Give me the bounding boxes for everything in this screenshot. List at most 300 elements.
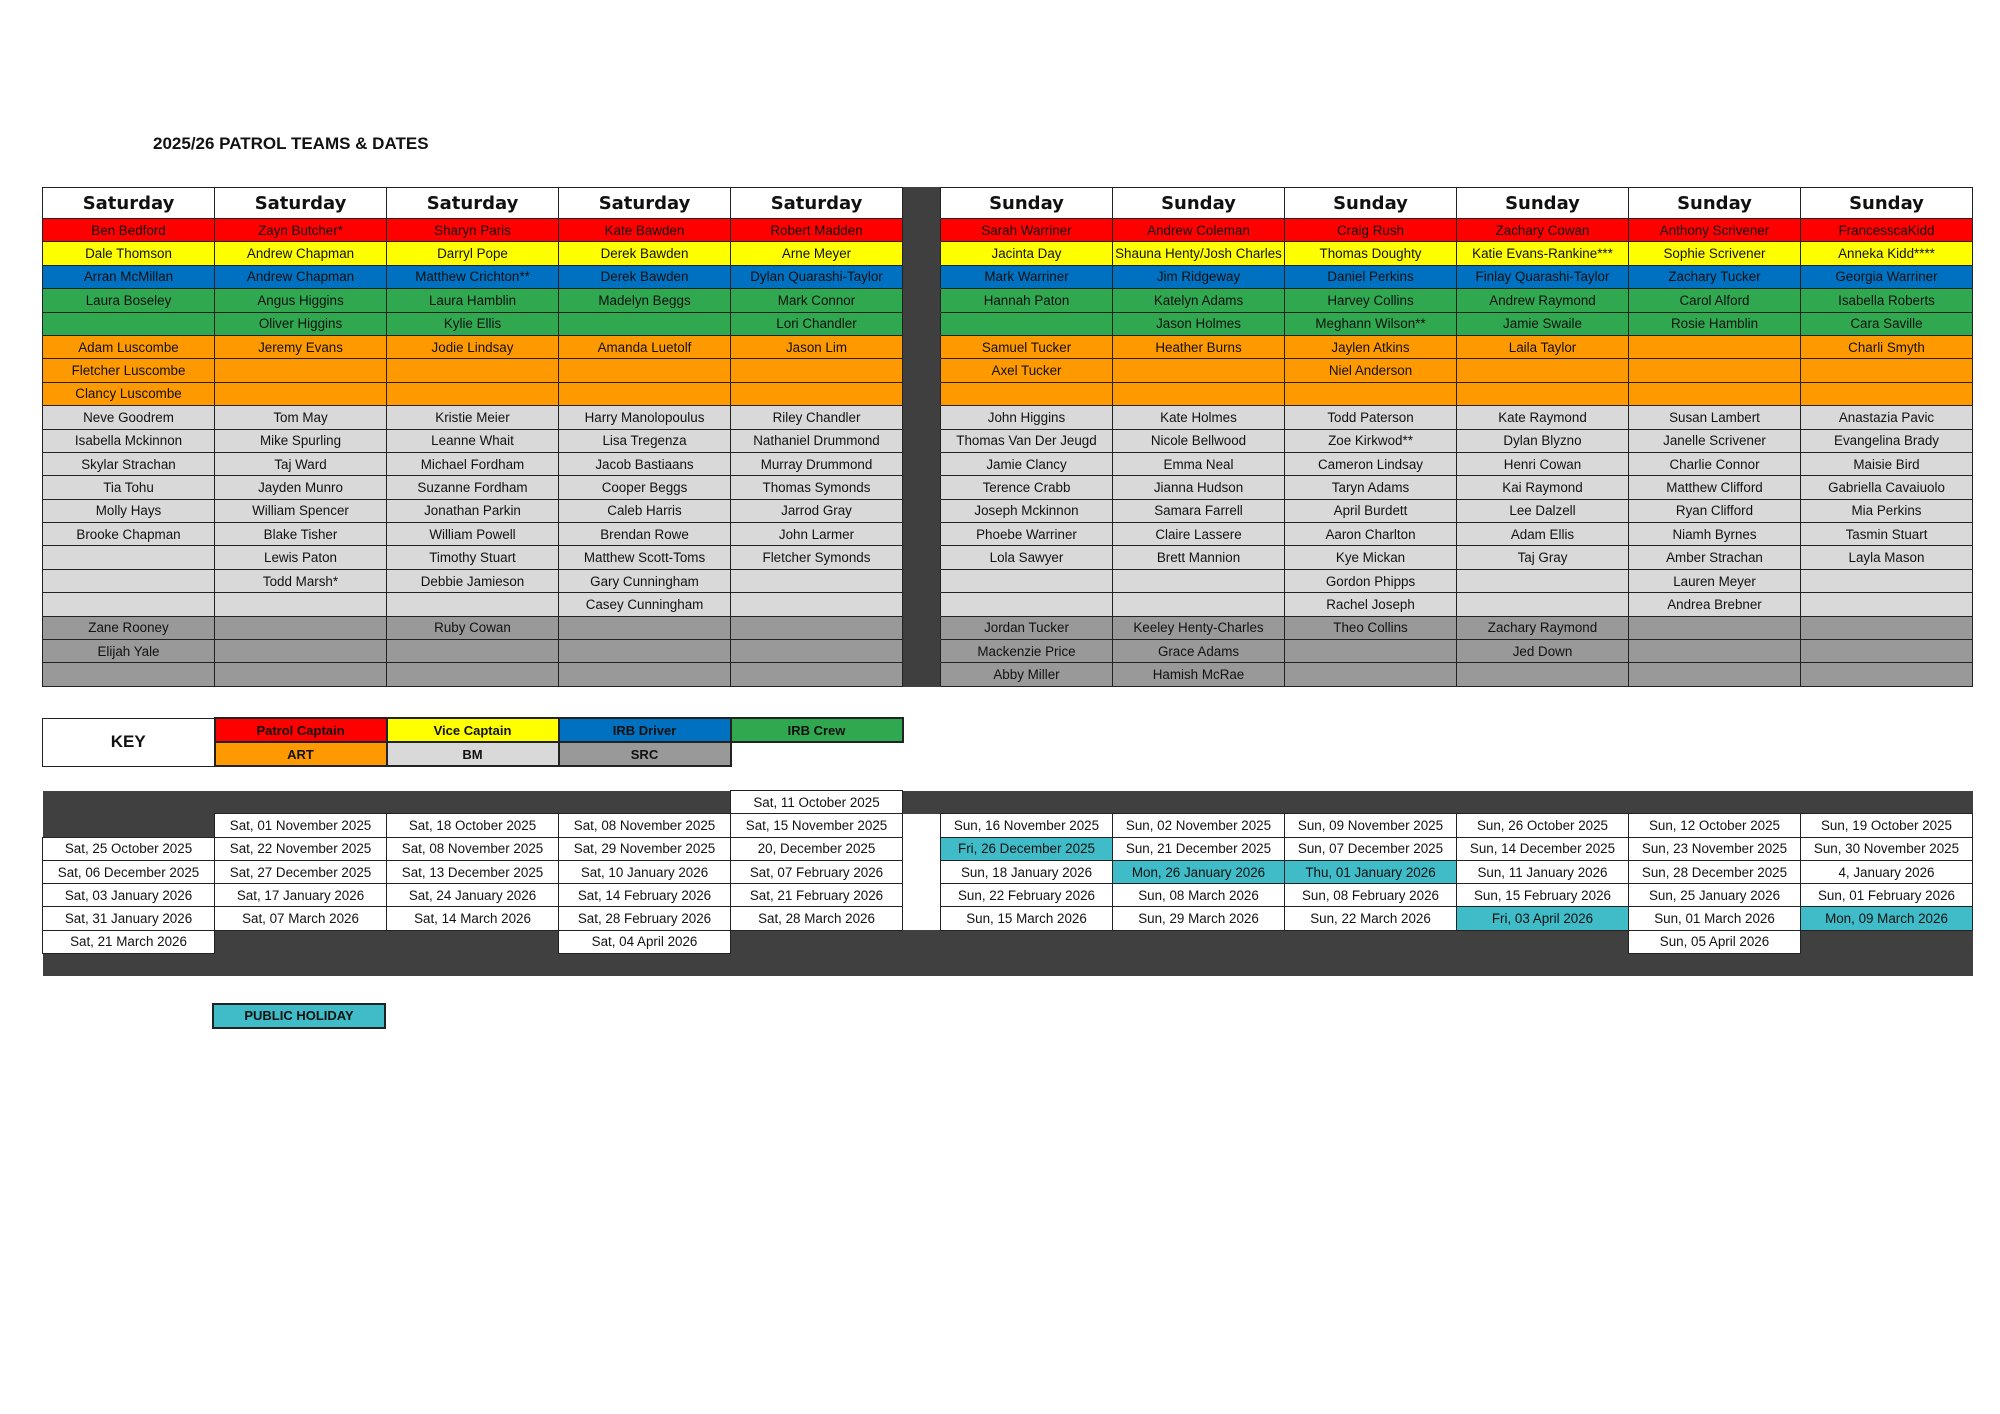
member-cell: Andrew Coleman [1113,219,1285,242]
roster-row-bm [43,523,1973,546]
patrol-date: Sun, 11 January 2026 [1457,860,1629,883]
patrol-date: Sat, 14 March 2026 [387,907,559,930]
patrol-date: Sat, 17 January 2026 [215,884,387,907]
key-src: SRC [559,742,731,766]
empty-cell [215,930,387,953]
empty-cell [43,791,215,814]
patrol-date: Sat, 25 October 2025 [43,837,215,860]
member-cell: Oliver Higgins [215,312,387,335]
member-cell: Anthony Scrivener [1629,219,1801,242]
member-cell: Maisie Bird [1801,452,1973,475]
patrol-date: Sun, 15 March 2026 [941,907,1113,930]
column-gap [903,335,941,358]
member-cell: Nathaniel Drummond [731,429,903,452]
patrol-date: Sun, 16 November 2025 [941,814,1113,837]
member-cell: Rachel Joseph [1285,593,1457,616]
patrol-date: Sun, 09 November 2025 [1285,814,1457,837]
member-cell: Harry Manolopoulus [559,406,731,429]
member-cell: Sarah Warriner [941,219,1113,242]
member-cell: Fletcher Symonds [731,546,903,569]
column-gap [903,499,941,522]
patrol-date: Sat, 07 February 2026 [731,860,903,883]
patrol-date: Sat, 24 January 2026 [387,884,559,907]
dates-row [43,860,1973,883]
key-table [42,717,904,767]
member-cell: Amber Strachan [1629,546,1801,569]
member-cell: Brett Mannion [1113,546,1285,569]
member-cell: Kai Raymond [1457,476,1629,499]
member-cell [43,546,215,569]
dates-row [43,907,1973,930]
patrol-date: 4, January 2026 [1801,860,1973,883]
member-cell [387,663,559,686]
member-cell: Molly Hays [43,499,215,522]
empty-cell [559,791,731,814]
member-cell: Axel Tucker [941,359,1113,382]
day-header: Sunday [1801,188,1973,219]
member-cell [731,359,903,382]
member-cell [941,382,1113,405]
empty-cell [1801,791,1973,814]
dates-row [43,791,1973,814]
member-cell: Gabriella Cavaiuolo [1801,476,1973,499]
member-cell: Skylar Strachan [43,452,215,475]
member-cell: Adam Luscombe [43,335,215,358]
member-cell [1629,335,1801,358]
roster-row-bm [43,452,1973,475]
roster-row-art [43,335,1973,358]
member-cell: Dale Thomson [43,242,215,265]
member-cell [43,312,215,335]
member-cell: Jacinta Day [941,242,1113,265]
member-cell [1801,616,1973,639]
patrol-date-public-holiday: Thu, 01 January 2026 [1285,860,1457,883]
roster-table [42,187,1973,687]
member-cell [215,640,387,663]
patrol-date: Sat, 03 January 2026 [43,884,215,907]
member-cell: Jed Down [1457,640,1629,663]
member-cell: Carol Alford [1629,289,1801,312]
patrol-date: Sat, 22 November 2025 [215,837,387,860]
member-cell: Timothy Stuart [387,546,559,569]
member-cell: Katelyn Adams [1113,289,1285,312]
member-cell [559,616,731,639]
member-cell: Charli Smyth [1801,335,1973,358]
column-gap [903,884,941,907]
member-cell: Derek Bawden [559,265,731,288]
member-cell: Brooke Chapman [43,523,215,546]
member-cell: Michael Fordham [387,452,559,475]
key-patrol-captain: Patrol Captain [215,718,387,742]
member-cell: Thomas Van Der Jeugd [941,429,1113,452]
empty-cell [1629,954,1801,977]
member-cell: Tasmin Stuart [1801,523,1973,546]
member-cell: Derek Bawden [559,242,731,265]
member-cell [731,663,903,686]
column-gap [903,523,941,546]
column-gap [903,406,941,429]
member-cell: Layla Mason [1801,546,1973,569]
day-header: Saturday [387,188,559,219]
member-cell: Lee Dalzell [1457,499,1629,522]
member-cell [731,382,903,405]
member-cell: Shauna Henty/Josh Charles [1113,242,1285,265]
member-cell: Arne Meyer [731,242,903,265]
member-cell [1285,663,1457,686]
column-gap [903,359,941,382]
column-gap [903,837,941,860]
patrol-date: Sun, 22 March 2026 [1285,907,1457,930]
empty-cell [1113,791,1285,814]
member-cell: Abby Miller [941,663,1113,686]
empty-cell [1113,954,1285,977]
member-cell: Sharyn Paris [387,219,559,242]
dates-row [43,837,1973,860]
column-gap [903,814,941,837]
member-cell [1457,382,1629,405]
column-gap [903,791,941,814]
member-cell [43,569,215,592]
empty-cell [1285,791,1457,814]
key-irb-driver: IRB Driver [559,718,731,742]
member-cell: Ben Bedford [43,219,215,242]
empty-cell [1113,930,1285,953]
roster-row-bm [43,406,1973,429]
member-cell: Nicole Bellwood [1113,429,1285,452]
patrol-date: Sat, 14 February 2026 [559,884,731,907]
patrol-date: Sat, 13 December 2025 [387,860,559,883]
patrol-date: Sun, 01 February 2026 [1801,884,1973,907]
patrol-date: Sun, 29 March 2026 [1113,907,1285,930]
member-cell: Taj Ward [215,452,387,475]
member-cell: Kristie Meier [387,406,559,429]
column-gap [903,312,941,335]
member-cell: Kate Bawden [559,219,731,242]
member-cell [1113,569,1285,592]
member-cell: Angus Higgins [215,289,387,312]
patrol-date: Sat, 21 March 2026 [43,930,215,953]
public-holiday-legend: PUBLIC HOLIDAY [212,1003,386,1029]
empty-cell [941,791,1113,814]
member-cell [941,593,1113,616]
column-gap [903,954,941,977]
member-cell: Laura Hamblin [387,289,559,312]
dates-row [43,954,1973,977]
member-cell [559,359,731,382]
member-cell: Meghann Wilson** [1285,312,1457,335]
member-cell [1457,569,1629,592]
member-cell: Debbie Jamieson [387,569,559,592]
member-cell: Kye Mickan [1285,546,1457,569]
column-gap [903,907,941,930]
member-cell: Lewis Paton [215,546,387,569]
column-gap [903,860,941,883]
roster-row-patrol-captain [43,219,1973,242]
member-cell [559,640,731,663]
member-cell: Isabella Mckinnon [43,429,215,452]
member-cell: Heather Burns [1113,335,1285,358]
column-gap [903,242,941,265]
member-cell [1457,359,1629,382]
member-cell: Mackenzie Price [941,640,1113,663]
member-cell: Elijah Yale [43,640,215,663]
patrol-date: Sat, 28 March 2026 [731,907,903,930]
member-cell: Jianna Hudson [1113,476,1285,499]
member-cell: Lola Sawyer [941,546,1113,569]
roster-row-bm [43,476,1973,499]
patrol-date: Sun, 28 December 2025 [1629,860,1801,883]
member-cell [1113,359,1285,382]
member-cell [387,382,559,405]
member-cell [1801,640,1973,663]
patrol-date: Sat, 10 January 2026 [559,860,731,883]
member-cell: Suzanne Fordham [387,476,559,499]
roster-row-art [43,382,1973,405]
member-cell: Clancy Luscombe [43,382,215,405]
member-cell: Dylan Quarashi-Taylor [731,265,903,288]
member-cell: Brendan Rowe [559,523,731,546]
member-cell [387,640,559,663]
member-cell [43,663,215,686]
empty-cell [731,930,903,953]
member-cell: Terence Crabb [941,476,1113,499]
member-cell [1285,382,1457,405]
empty-cell [387,954,559,977]
roster-row-irb-crew [43,312,1973,335]
patrol-date: Sun, 30 November 2025 [1801,837,1973,860]
member-cell: John Higgins [941,406,1113,429]
day-header: Saturday [215,188,387,219]
member-cell: Jordan Tucker [941,616,1113,639]
member-cell: Arran McMillan [43,265,215,288]
member-cell [215,382,387,405]
member-cell: Evangelina Brady [1801,429,1973,452]
roster-row-art [43,359,1973,382]
member-cell: Zachary Raymond [1457,616,1629,639]
member-cell: Mark Warriner [941,265,1113,288]
patrol-date: Sat, 06 December 2025 [43,860,215,883]
member-cell: Neve Goodrem [43,406,215,429]
member-cell: Gordon Phipps [1285,569,1457,592]
member-cell: Craig Rush [1285,219,1457,242]
member-cell [1113,593,1285,616]
member-cell [1457,663,1629,686]
roster-row-src [43,616,1973,639]
patrol-date: Sat, 11 October 2025 [731,791,903,814]
key-bm: BM [387,742,559,766]
key-vice-captain: Vice Captain [387,718,559,742]
member-cell [387,359,559,382]
member-cell: Thomas Doughty [1285,242,1457,265]
member-cell: Lauren Meyer [1629,569,1801,592]
key-label: KEY [43,718,215,766]
day-header: Sunday [1629,188,1801,219]
patrol-date: Sat, 29 November 2025 [559,837,731,860]
empty-cell [387,930,559,953]
empty-cell [1801,954,1973,977]
member-cell: Isabella Roberts [1801,289,1973,312]
member-cell [1629,640,1801,663]
patrol-date: Sat, 31 January 2026 [43,907,215,930]
member-cell [559,663,731,686]
member-cell: Riley Chandler [731,406,903,429]
member-cell: Jamie Clancy [941,452,1113,475]
dates-row [43,884,1973,907]
column-gap [903,289,941,312]
patrol-date: Sun, 21 December 2025 [1113,837,1285,860]
patrol-date: Sat, 04 April 2026 [559,930,731,953]
member-cell: Niel Anderson [1285,359,1457,382]
member-cell [1629,382,1801,405]
day-header: Sunday [941,188,1113,219]
patrol-date: Sat, 07 March 2026 [215,907,387,930]
member-cell: Cooper Beggs [559,476,731,499]
patrol-date-public-holiday: Fri, 03 April 2026 [1457,907,1629,930]
patrol-date: Sun, 23 November 2025 [1629,837,1801,860]
member-cell: Sophie Scrivener [1629,242,1801,265]
member-cell [215,359,387,382]
empty-cell [1629,791,1801,814]
member-cell: Keeley Henty-Charles [1113,616,1285,639]
patrol-date: Sun, 18 January 2026 [941,860,1113,883]
patrol-date: Sun, 15 February 2026 [1457,884,1629,907]
column-gap [903,546,941,569]
member-cell [1801,359,1973,382]
patrol-date: Sat, 01 November 2025 [215,814,387,837]
member-cell [1285,640,1457,663]
patrol-date: Sun, 01 March 2026 [1629,907,1801,930]
patrol-date: Sun, 22 February 2026 [941,884,1113,907]
member-cell: Matthew Crichton** [387,265,559,288]
roster-row-bm [43,593,1973,616]
page-title: 2025/26 PATROL TEAMS & DATES [153,134,429,153]
member-cell: Jacob Bastiaans [559,452,731,475]
day-header: Saturday [559,188,731,219]
member-cell: Phoebe Warriner [941,523,1113,546]
patrol-date: Sun, 19 October 2025 [1801,814,1973,837]
member-cell [731,640,903,663]
patrol-date: Sun, 07 December 2025 [1285,837,1457,860]
member-cell: Jamie Swaile [1457,312,1629,335]
member-cell: Charlie Connor [1629,452,1801,475]
column-gap [903,569,941,592]
column-gap [903,429,941,452]
member-cell [1801,593,1973,616]
column-gap [903,640,941,663]
empty-cell [941,930,1113,953]
member-cell: Tom May [215,406,387,429]
empty-cell [1457,954,1629,977]
empty-cell [731,954,903,977]
member-cell: Gary Cunningham [559,569,731,592]
dates-row [43,930,1973,953]
member-cell: Murray Drummond [731,452,903,475]
member-cell: Georgia Warriner [1801,265,1973,288]
member-cell: April Burdett [1285,499,1457,522]
day-header: Sunday [1113,188,1285,219]
patrol-date-public-holiday: Mon, 26 January 2026 [1113,860,1285,883]
member-cell: Lori Chandler [731,312,903,335]
member-cell: Matthew Clifford [1629,476,1801,499]
roster-row-bm [43,569,1973,592]
member-cell: Samuel Tucker [941,335,1113,358]
day-header: Sunday [1457,188,1629,219]
roster-row-src [43,640,1973,663]
member-cell [1457,593,1629,616]
roster-row-bm [43,546,1973,569]
member-cell [559,382,731,405]
empty-cell [215,791,387,814]
patrol-date: Sun, 08 March 2026 [1113,884,1285,907]
member-cell [941,569,1113,592]
empty-cell [43,814,215,837]
day-header: Saturday [43,188,215,219]
member-cell: Laura Boseley [43,289,215,312]
member-cell: Taryn Adams [1285,476,1457,499]
member-cell: Kate Raymond [1457,406,1629,429]
patrol-date: Sat, 15 November 2025 [731,814,903,837]
member-cell: Susan Lambert [1629,406,1801,429]
member-cell: Mark Connor [731,289,903,312]
patrol-date: Sun, 14 December 2025 [1457,837,1629,860]
member-cell [1629,663,1801,686]
member-cell: Katie Evans-Rankine*** [1457,242,1629,265]
column-gap [903,476,941,499]
member-cell [1629,359,1801,382]
member-cell: Janelle Scrivener [1629,429,1801,452]
member-cell: Jeremy Evans [215,335,387,358]
member-cell: Theo Collins [1285,616,1457,639]
column-gap [903,593,941,616]
member-cell: Jayden Munro [215,476,387,499]
member-cell: Andrew Chapman [215,265,387,288]
member-cell: Zachary Cowan [1457,219,1629,242]
patrol-date-public-holiday: Fri, 26 December 2025 [941,837,1113,860]
member-cell: Grace Adams [1113,640,1285,663]
roster-row-bm [43,429,1973,452]
patrol-date: Sun, 05 April 2026 [1629,930,1801,953]
member-cell: Claire Lassere [1113,523,1285,546]
member-cell: Todd Marsh* [215,569,387,592]
member-cell [731,616,903,639]
member-cell [1113,382,1285,405]
member-cell [1801,663,1973,686]
member-cell [43,593,215,616]
patrol-date: Sat, 21 February 2026 [731,884,903,907]
member-cell: Jason Lim [731,335,903,358]
member-cell: Harvey Collins [1285,289,1457,312]
empty-cell [387,791,559,814]
member-cell: Fletcher Luscombe [43,359,215,382]
roster-row-irb-driver [43,265,1973,288]
member-cell: Andrew Raymond [1457,289,1629,312]
member-cell: Thomas Symonds [731,476,903,499]
column-gap [903,265,941,288]
patrol-date: Sat, 18 October 2025 [387,814,559,837]
member-cell: Rosie Hamblin [1629,312,1801,335]
column-gap [903,663,941,686]
roster-row-src [43,663,1973,686]
column-gap [903,219,941,242]
member-cell: Mike Spurling [215,429,387,452]
column-gap [903,188,941,219]
member-cell: Tia Tohu [43,476,215,499]
member-cell: Zachary Tucker [1629,265,1801,288]
member-cell: Zoe Kirkwod** [1285,429,1457,452]
member-cell: Hannah Paton [941,289,1113,312]
member-cell: Niamh Byrnes [1629,523,1801,546]
member-cell: Caleb Harris [559,499,731,522]
